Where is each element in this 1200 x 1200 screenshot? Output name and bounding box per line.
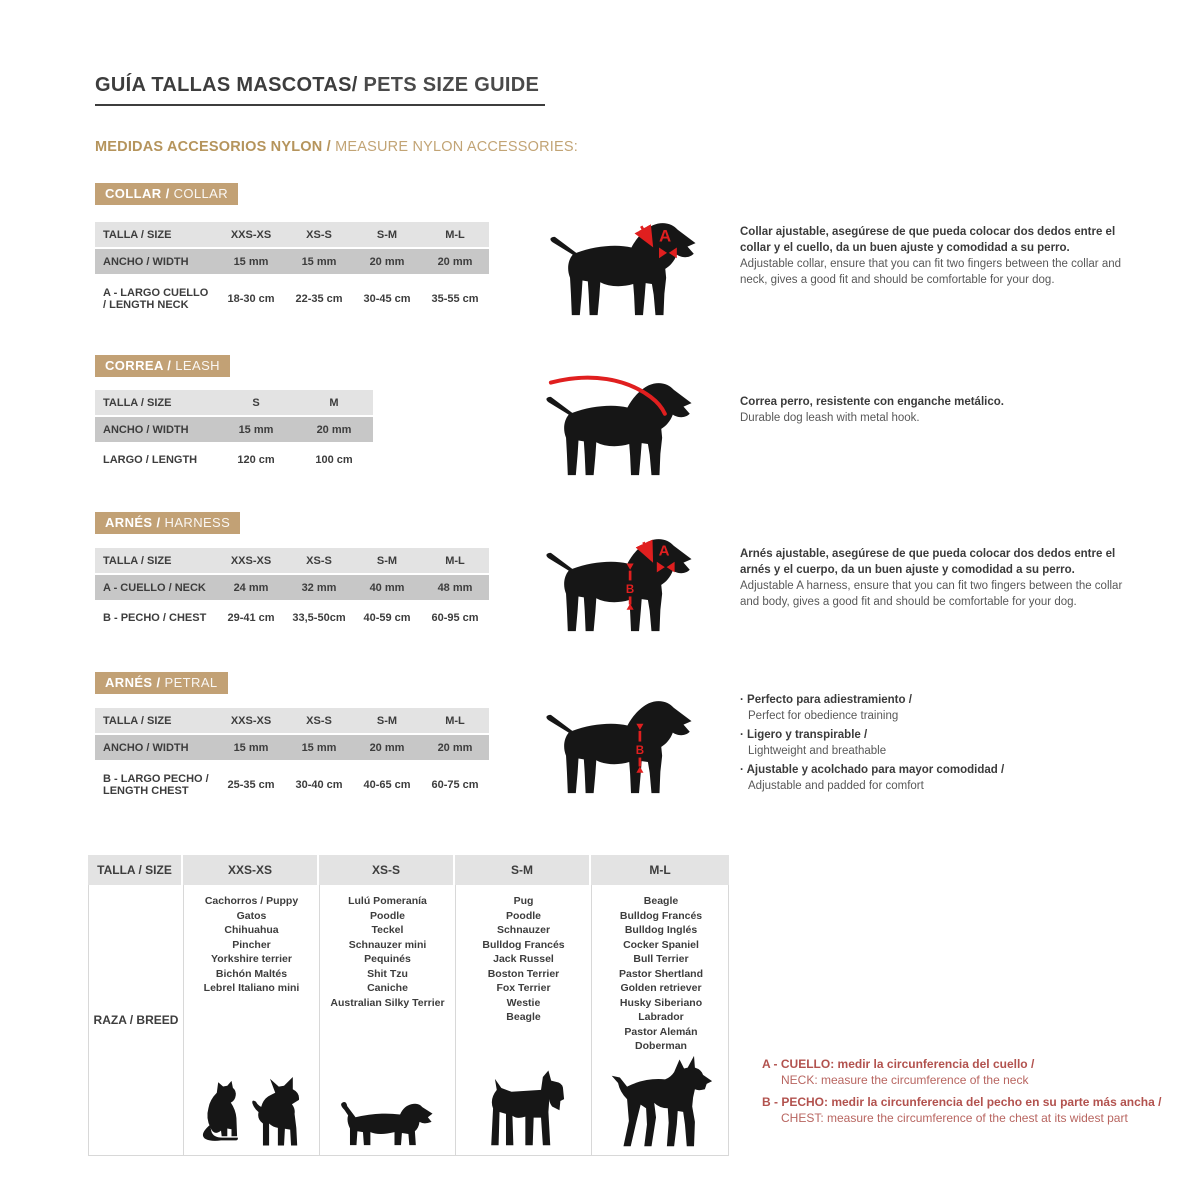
breed-list [619,894,703,1054]
col-header: TALLA / SIZE [103,396,172,409]
breed-item: Boston Terrier [487,967,560,980]
table-row [95,575,489,600]
breed-item: Beagle [506,1011,541,1023]
note-a-en: NECK: measure the circumference of the neck [781,1073,1029,1087]
dachshund-icon [337,1093,439,1149]
row-label: ANCHO / WIDTH [103,423,189,436]
table-cell: 15 mm [301,255,337,268]
breed-item: Gatos [236,909,267,922]
dog-collar-diagram [546,210,724,326]
breed-list [330,894,444,1010]
table-cell: 20 mm [369,255,405,268]
harness-size-table [95,548,489,634]
breed-col-m-l [592,885,730,1155]
breed-item: Teckel [371,924,404,936]
breed-icons [609,1054,713,1149]
table-row [95,735,489,760]
table-cell: 15 mm [301,741,337,754]
table-cell: 30-45 cm [363,293,411,305]
badge-harness-en: HARNESS [160,515,231,530]
breed-table [88,855,729,1156]
leash-description [740,394,1142,426]
table-cell: 100 cm [315,454,353,466]
page-subtitle-es: MEDIDAS ACCESORIOS NYLON / [95,139,336,155]
breed-icons [200,1073,304,1149]
row-label: ANCHO / WIDTH [103,741,189,754]
badge-harness-es: ARNÉS / [105,515,161,530]
table-row [95,762,489,808]
col-header: S [252,396,260,409]
table-cell: 40-65 cm [363,779,411,791]
collar-desc-es: Collar ajustable, asegúrese de que pueda colocar dos dedos entre el collar y el cuello, da un buen ajuste y comodidad a su perro. [740,226,1116,254]
breed-item: Fox Terrier [496,982,551,994]
breed-item: Pug [513,895,534,907]
note-a-es: A - CUELLO: medir la circunferencia del cuello / [762,1057,1035,1071]
table-cell: 18-30 cm [227,293,275,305]
note-b-es: B - PECHO: medir la circunferencia del pecho en su parte más ancha / [762,1095,1162,1109]
col-header: XXS-XS [230,228,272,241]
harness-desc-en: Adjustable A harness, ensure that you can fit two fingers between the collar and body, gives a good fit and should be comfortable for your dog. [740,580,1123,608]
breed-item: Husky Siberiano [619,996,703,1009]
breed-item: Pastor Alemán [624,1025,698,1038]
breed-col-s-m [456,885,592,1155]
section-badge-collar [95,183,238,205]
col-header: TALLA / SIZE [103,554,172,567]
col-header: M [329,396,339,409]
petral-size-table [95,708,489,808]
breed-list [482,894,564,1025]
dog-harness-diagram [542,526,720,642]
collar-label-a: A [659,226,672,246]
harness-label-a: A [658,542,670,560]
breed-item: Bulldog Francés [482,938,565,951]
badge-collar-es: COLLAR / [105,186,170,201]
breed-item: Poodle [505,909,541,922]
table-cell: 120 cm [237,454,275,466]
row-label: LARGO / LENGTH [103,454,198,466]
breed-item: Pastor Shertland [618,967,704,980]
table-cell: 20 mm [316,423,352,436]
breed-item: Bull Terrier [633,953,689,965]
badge-leash-en: LEASH [171,358,220,373]
breed-item: Lebrel Italiano mini [203,982,300,994]
breed-item: Westie [506,996,541,1009]
table-row [95,390,373,415]
col-header: M-L [445,714,465,727]
leash-desc-en: Durable dog leash with metal hook. [740,412,920,424]
col-header: XS-S [306,714,332,727]
page-title [95,74,545,106]
col-header: S-M [376,554,398,567]
table-cell: 60-95 cm [431,612,479,624]
leash-desc-es: Correa perro, resistente con enganche metálico. [740,396,1004,408]
row-label: B - LARGO PECHO / LENGTH CHEST [103,773,209,797]
breed-item: Bulldog Inglés [624,924,698,936]
leash-size-table [95,390,373,476]
breed-table-body [88,885,729,1156]
col-header: M-L [649,863,671,877]
breed-col-xs-s [320,885,456,1155]
breed-item: Poodle [369,909,405,922]
breed-item: Beagle [643,895,679,907]
table-row [95,249,489,274]
table-cell: 15 mm [233,255,269,268]
schnauzer-icon [482,1064,565,1149]
section-badge-harness [95,512,240,534]
row-label: ANCHO / WIDTH [103,255,189,268]
table-cell: 30-40 cm [295,779,343,791]
table-cell: 32 mm [301,581,337,594]
table-cell: 20 mm [437,255,473,268]
chihuahua-icon [250,1077,304,1149]
breed-item: Jack Russel [493,953,554,965]
breed-table-header [88,855,729,885]
col-header: XXS-XS [230,714,272,727]
col-header: XS-S [306,554,332,567]
dog-leash-diagram [542,370,720,486]
badge-petral-en: PETRAL [160,675,218,690]
row-label: A - LARGO CUELLO / LENGTH NECK [103,287,209,311]
table-row [95,444,373,476]
breed-item: Schnauzer [496,924,551,936]
col-header: TALLA / SIZE [103,228,172,241]
table-cell: 35-55 cm [431,293,479,305]
breed-item: Lulú Pomeranía [348,895,427,907]
petral-bullet-es: · Perfecto para adiestramiento / [740,692,1150,708]
breed-item: Caniche [367,982,408,994]
table-cell: 24 mm [233,581,269,594]
col-header: S-M [455,855,591,885]
breed-item: Australian Silky Terrier [330,996,445,1009]
table-cell: 60-75 cm [431,779,479,791]
badge-collar-en: COLLAR [169,186,229,201]
table-cell: 33,5-50cm [292,612,346,624]
col-header: M-L [445,554,465,567]
badge-leash-es: CORREA / [105,358,172,373]
row-label: A - CUELLO / NECK [103,581,206,594]
collar-desc-en: Adjustable collar, ensure that you can fit two fingers between the collar and neck, gives a good fit and should be comfortable for your dog. [740,258,1122,286]
petral-bullet-en: Lightweight and breathable [748,745,887,757]
table-cell: 48 mm [437,581,473,594]
table-row [95,708,489,733]
table-cell: 29-41 cm [227,612,275,624]
col-header: M-L [445,228,465,241]
doberman-icon [609,1054,713,1149]
breed-item: Pincher [232,938,271,951]
breed-item: Bulldog Francés [619,909,703,922]
collar-size-table [95,222,489,322]
col-header: XS-S [306,228,332,241]
page-subtitle-en: MEASURE NYLON ACCESSORIES: [335,139,579,155]
breed-item: Cocker Spaniel [623,938,699,951]
col-header: XS-S [319,855,455,885]
table-cell: 20 mm [369,741,405,754]
table-cell: 40-59 cm [363,612,411,624]
section-badge-leash [95,355,230,377]
breed-item: Pequinés [364,953,411,965]
section-badge-petral [95,672,228,694]
table-row [95,417,373,442]
breed-col-xxs-xs [184,885,320,1155]
petral-label-b: B [635,745,645,758]
cat-icon [200,1073,242,1149]
table-row [95,222,489,247]
harness-description [740,546,1142,610]
table-cell: 25-35 cm [227,779,275,791]
breed-icons [482,1064,565,1149]
breed-item: Golden retriever [620,982,702,994]
measurement-notes [762,1050,1194,1126]
col-header: S-M [376,228,398,241]
breed-item: Chihuahua [224,924,279,936]
table-cell: 40 mm [369,581,405,594]
breed-item: Shit Tzu [367,967,408,980]
petral-bullet-en: Adjustable and padded for comfort [748,780,924,792]
harness-label-b: B [625,583,635,596]
note-b-en: CHEST: measure the circumference of the chest at its widest part [781,1111,1128,1125]
col-header: XXS-XS [183,855,319,885]
breed-item: Bichón Maltés [215,967,288,980]
col-header: TALLA / SIZE [88,855,183,885]
harness-desc-es: Arnés ajustable, asegúrese de que pueda colocar dos dedos entre el arnés y el cuerpo, da un buen ajuste y comodidad a su perro. [740,548,1116,576]
table-row [95,548,489,573]
page-title-es: GUÍA TALLAS MASCOTAS/ [95,74,358,96]
breed-item: Labrador [638,1011,684,1023]
badge-petral-es: ARNÉS / [105,675,161,690]
breed-row-label: RAZA / BREED [89,885,184,1155]
page-subtitle [95,139,578,155]
col-header: XXS-XS [230,554,272,567]
breed-list [204,894,300,996]
collar-description [740,224,1142,288]
dog-petral-diagram [542,688,720,804]
breed-item: Cachorros / Puppy [204,895,299,907]
table-cell: 20 mm [437,741,473,754]
col-header: S-M [376,714,398,727]
breed-item: Doberman [635,1040,687,1052]
petral-bullet-en: Perfect for obedience training [748,710,899,722]
breed-item: Schnauzer mini [348,938,427,951]
table-cell: 15 mm [233,741,269,754]
breed-icons [337,1093,439,1149]
breed-item: Yorkshire terrier [211,953,292,965]
table-row [95,602,489,634]
petral-bullet-es: · Ajustable y acolchado para mayor comodidad / [740,762,1150,778]
table-row [95,276,489,322]
col-header: TALLA / SIZE [103,714,172,727]
petral-bullets [740,692,1150,797]
page-title-en: PETS SIZE GUIDE [357,74,540,96]
table-cell: 22-35 cm [295,293,343,305]
row-label: B - PECHO / CHEST [103,612,207,624]
petral-bullet-es: · Ligero y transpirable / [740,727,1150,743]
table-cell: 15 mm [238,423,274,436]
